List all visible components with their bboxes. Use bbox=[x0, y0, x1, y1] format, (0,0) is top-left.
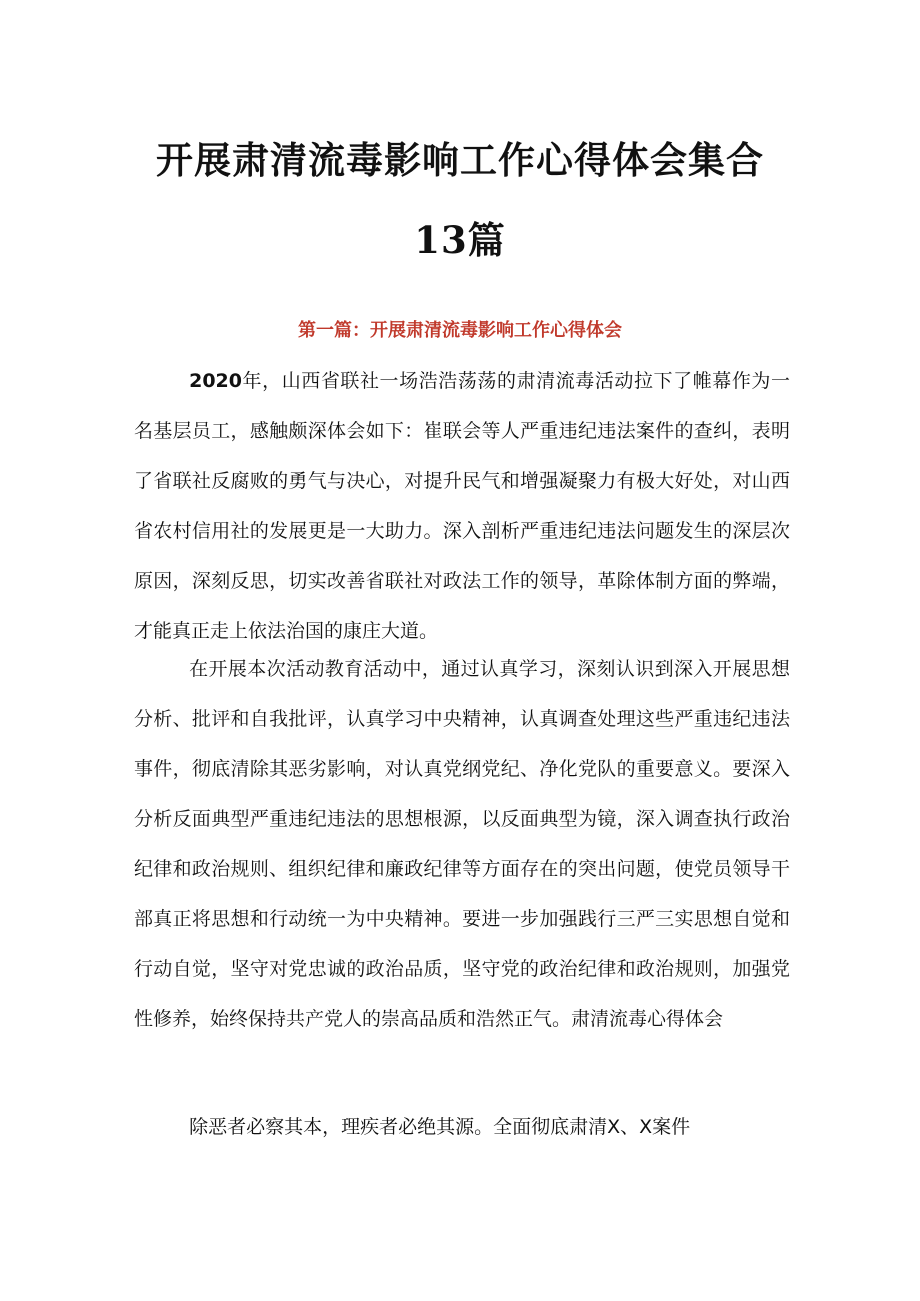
body-paragraph-3: 除恶者必察其本，理疾者必绝其源。全面彻底肃清X、X案件 bbox=[189, 1116, 691, 1138]
document-title-line-1: 开展肃清流毒影响工作心得体会集合 bbox=[156, 138, 764, 182]
document-title-line-2: 13篇 bbox=[414, 218, 506, 262]
body-paragraph-1 bbox=[134, 356, 790, 656]
body-paragraph-2: 在开展本次活动教育活动中，通过认真学习，深刻认识到深入开展思想分析、批评和自我批评，认真学习中央精神，认真调查处理这些严重违纪违法事件，彻底清除其恶劣影响，对认真党纲党纪、净化党队的重要意义。要深入分析反面典型严重违纪违法的思想根源，以反面典型为镜，深入调查执行政治纪律和政治规则、组织纪律和廉政纪律等方面存在的突出问题，使党员领导干部真正将思想和行动统一为中央精神。要进一步加强践行三严三实思想自觉和行动自觉，坚守对党忠诚的政治品质，坚守党的政治纪律和政治规则，加强党性修养，始终保持共产党人的崇高品质和浩然正气。肃清流毒心得体会 bbox=[134, 658, 790, 1030]
paragraph-lead-year: 2020 bbox=[189, 370, 242, 392]
paragraph-text: 年，山西省联社一场浩浩荡荡的肃清流毒活动拉下了帷幕作为一名基层员工，感触颇深体会如下：崔联会等人严重违纪违法案件的查纠，表明了省联社反腐败的勇气与决心，对提升民气和增强凝聚力有极大好处，对山西省农村信用社的发展更是一大助力。深入剖析严重违纪违法问题发生的深层次原因，深刻反思，切实改善省联社对政法工作的领导，革除体制方面的弊端，才能真正走上依法治国的康庄大道。 bbox=[134, 370, 790, 642]
section-heading: 第一篇：开展肃清流毒影响工作心得体会 bbox=[298, 320, 622, 341]
